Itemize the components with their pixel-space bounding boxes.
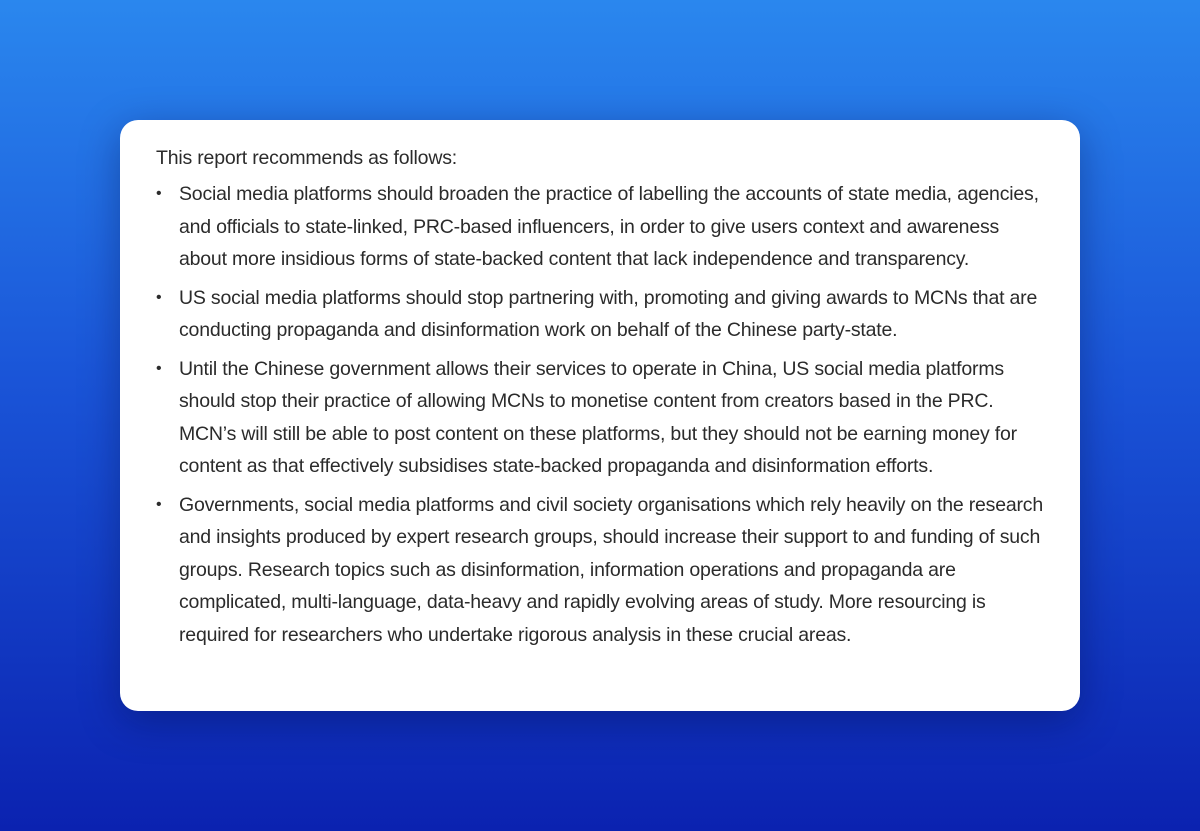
bullet-icon: •: [156, 495, 162, 513]
list-item: [156, 489, 1044, 652]
intro-text: This report recommends as follows:: [156, 147, 457, 169]
document-card: [120, 120, 1080, 711]
recommendation-text: Governments, social media platforms and civil society organisations which rely heavily on the research and insights produced by expert research groups, should increase their support to and funding of such groups. Research topics such as disinformation, information operations and propaganda are complicated, multi-language, data-heavy and rapidly evolving areas of study. More resourcing is required for researchers who undertake rigorous analysis in these crucial areas.: [179, 493, 1044, 646]
bullet-icon: •: [156, 359, 162, 377]
recommendation-text: US social media platforms should stop partnering with, promoting and giving awards to MCNs that are conducting propaganda and disinformation work on behalf of the Chinese party-state.: [179, 286, 1038, 341]
recommendation-text: Until the Chinese government allows their services to operate in China, US social media platforms should stop their practice of allowing MCNs to monetise content from creators based in the PRC. MCN’s will still be able to post content on these platforms, but they should not be earning money for content as that effectively subsidises state-backed propaganda and disinformation efforts.: [179, 357, 1017, 477]
list-item: [156, 353, 1044, 483]
bullet-icon: •: [156, 185, 162, 202]
bullet-icon: •: [156, 288, 162, 306]
recommendation-text: Social media platforms should broaden the practice of labelling the accounts of state media, agencies, and officials to state-linked, PRC-based influencers, in order to give users context and awareness about more insidious forms of state-backed content that lack independence and transparency.: [179, 183, 1039, 270]
list-item: [156, 282, 1044, 347]
recommendations-list: [156, 178, 1044, 651]
list-item: [156, 178, 1044, 276]
